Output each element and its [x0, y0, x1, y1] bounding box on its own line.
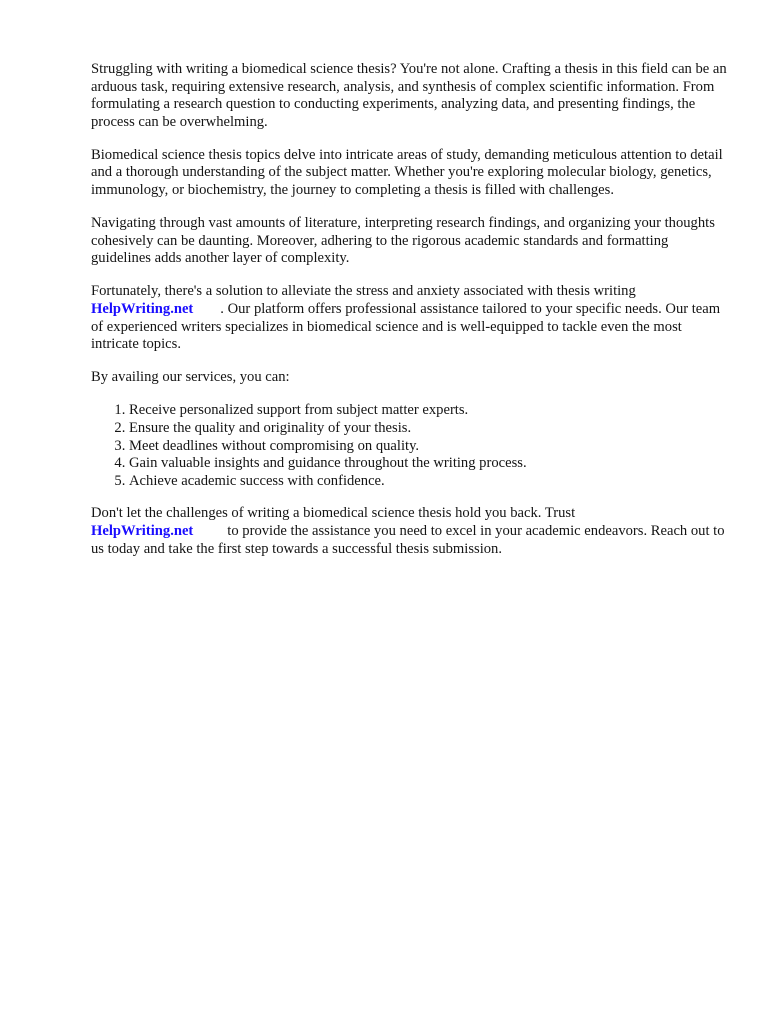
list-item: 4. Gain valuable insights and guidance throughout the writing process.: [129, 455, 727, 473]
closing-text-after: to provide the assistance you need to excel in your academic endeavors. Reach out to us today and take the first step towards a successful thesis submission.: [91, 522, 725, 557]
closing-paragraph: [91, 505, 727, 558]
topics-paragraph: Biomedical science thesis topics delve into intricate areas of study, demanding meticulous attention to detail and a thorough understanding of the subject matter. Whether you're exploring molecular biology, genetics, immunology, or biochemistry, the journey to completing a thesis is filled with challenges.: [91, 146, 723, 199]
closing-text-before: Don't let the challenges of writing a biomedical science thesis hold you back. Trust: [91, 505, 576, 522]
benefits-list: [91, 402, 727, 490]
list-item: 5. Achieve academic success with confidence.: [129, 473, 727, 491]
solution-text-after: . Our platform offers professional assistance tailored to your specific needs. Our team of experienced writers specializes in biomedical science and is well-equipped to tackle even the most intricate topics.: [91, 301, 721, 353]
list-item: 1. Receive personalized support from subject matter experts.: [129, 402, 727, 420]
list-item: 3. Meet deadlines without compromising on quality.: [129, 438, 727, 456]
intro-paragraph: Struggling with writing a biomedical science thesis? You're not alone. Crafting a thesis in this field can be an arduous task, requiring extensive research, analysis, and synthesis of complex scientific information. From formulating a research question to conducting experiments, analyzing data, and presenting findings, the process can be overwhelming.: [91, 61, 727, 130]
helpwriting-link[interactable]: HelpWriting.net: [91, 522, 194, 539]
helpwriting-link[interactable]: HelpWriting.net: [91, 301, 194, 318]
services-intro: By availing our services, you can:: [91, 369, 290, 386]
list-item: 2. Ensure the quality and originality of your thesis.: [129, 420, 727, 438]
challenges-paragraph: Navigating through vast amounts of literature, interpreting research findings, and organizing your thoughts cohesively can be daunting. Moreover, adhering to the rigorous academic standards and formatting guidelines adds another layer of complexity.: [91, 215, 715, 267]
solution-paragraph: [91, 283, 727, 353]
document-page: [91, 61, 727, 574]
solution-text-before: Fortunately, there's a solution to alleviate the stress and anxiety associated with thesis writing: [91, 283, 636, 300]
